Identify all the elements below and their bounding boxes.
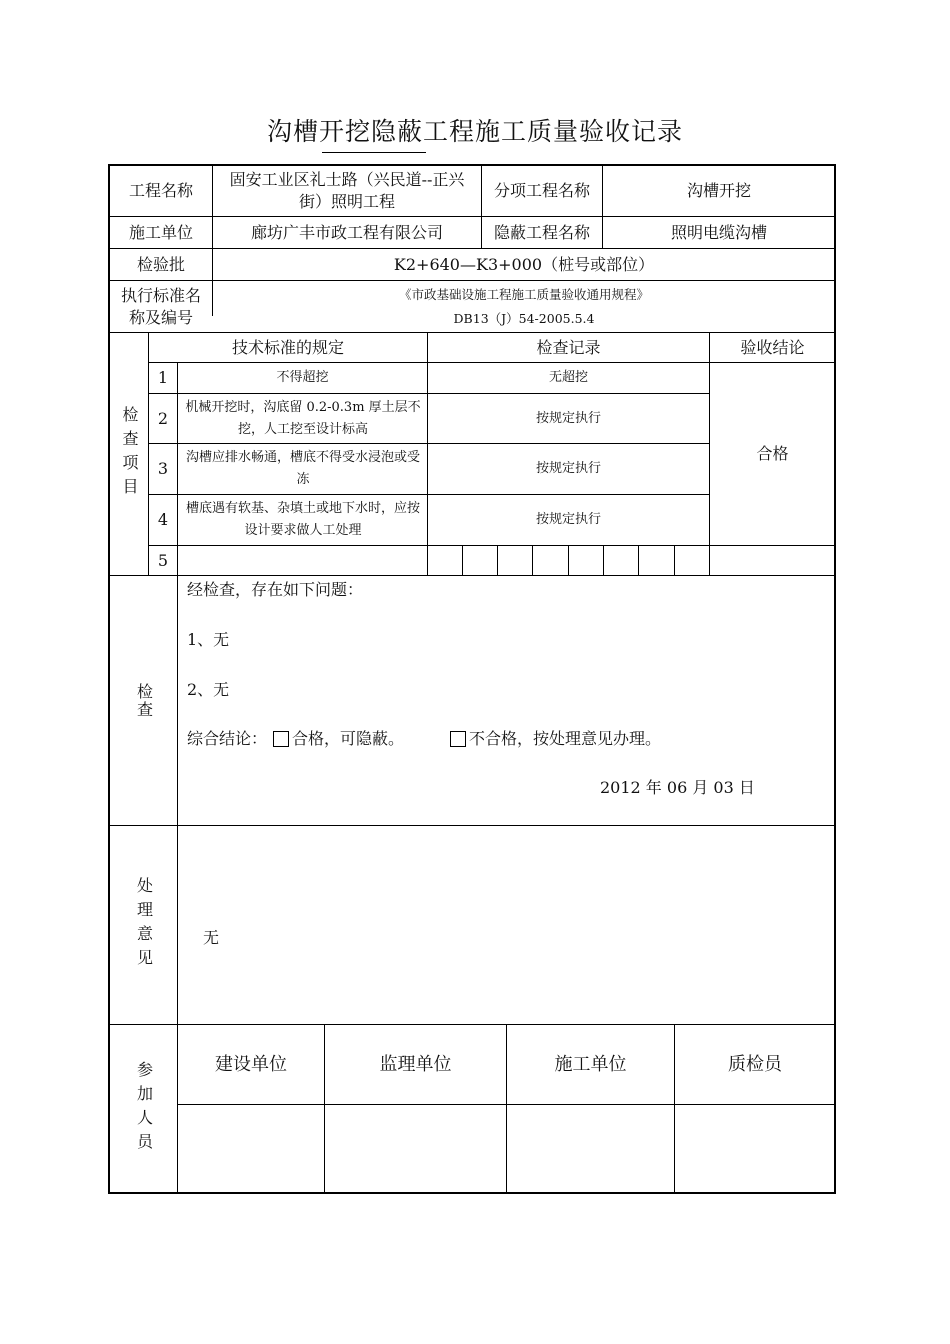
option-fail-label: 不合格，按处理意见办理。 bbox=[469, 729, 662, 748]
row-line bbox=[148, 545, 835, 546]
role-contractor: 施工单位 bbox=[554, 1053, 627, 1075]
col-line bbox=[638, 545, 639, 575]
role-supervisor: 监理单位 bbox=[379, 1053, 452, 1075]
option-pass-label: 合格，可隐蔽。 bbox=[292, 729, 405, 748]
inspection-side-label: 检查 bbox=[134, 682, 154, 719]
inspection-issue-1: 1、无 bbox=[187, 630, 230, 649]
item-standard: 槽底遇有软基、杂填土或地下水时，应按设计要求做人工处理 bbox=[185, 501, 420, 538]
sub-project-label: 分项工程名称 bbox=[493, 181, 590, 200]
project-name-label: 工程名称 bbox=[128, 181, 193, 200]
item-record: 无超挖 bbox=[548, 370, 588, 385]
item-no: 5 bbox=[157, 550, 169, 570]
standard-code: DB13（J）54-2005.5.4 bbox=[453, 311, 595, 326]
project-name-value: 固安工业区礼士路（兴民道--正兴街）照明工程 bbox=[229, 170, 465, 211]
col-line bbox=[462, 545, 463, 575]
item-standard: 机械开挖时，沟底留 0.2-0.3m 厚土层不挖，人工挖至设计标高 bbox=[185, 399, 421, 437]
acceptance-conclusion: 合格 bbox=[756, 444, 789, 463]
construction-unit-label: 施工单位 bbox=[128, 222, 193, 242]
hidden-work-label: 隐蔽工程名称 bbox=[493, 222, 590, 242]
item-record: 按规定执行 bbox=[535, 512, 601, 527]
col-header-record: 检查记录 bbox=[536, 337, 601, 357]
batch-value: K2+640—K3+000（桩号或部位） bbox=[393, 254, 655, 274]
items-side-label: 检查项目 bbox=[120, 406, 139, 502]
item-standard: 沟槽应排水畅通，槽底不得受水浸泡或受冻 bbox=[185, 450, 420, 487]
role-quality-inspector: 质检员 bbox=[728, 1053, 782, 1075]
checkbox-fail[interactable] bbox=[450, 731, 466, 747]
checkbox-pass[interactable] bbox=[273, 731, 289, 747]
row-line bbox=[109, 575, 835, 576]
handling-value: 无 bbox=[203, 928, 220, 947]
inspection-intro: 经检查，存在如下问题： bbox=[187, 580, 364, 599]
row-line bbox=[109, 280, 835, 281]
summary-label: 综合结论： bbox=[187, 729, 268, 748]
batch-label: 检验批 bbox=[136, 254, 185, 274]
sub-project-value: 沟槽开挖 bbox=[686, 181, 751, 200]
col-header-conclusion: 验收结论 bbox=[740, 337, 805, 357]
title-underline bbox=[322, 152, 426, 153]
item-no: 3 bbox=[157, 459, 169, 478]
hidden-work-value: 照明电缆沟槽 bbox=[670, 222, 767, 242]
item-no: 2 bbox=[157, 408, 169, 428]
role-construction-owner: 建设单位 bbox=[215, 1053, 287, 1075]
item-record: 按规定执行 bbox=[535, 410, 601, 426]
standard-name: 《市政基础设施工程施工质量验收通用规程》 bbox=[398, 287, 649, 302]
participants-side-label: 参加人员 bbox=[134, 1061, 154, 1157]
item-standard: 不得超挖 bbox=[276, 370, 329, 385]
col-line bbox=[177, 362, 178, 576]
item-no: 4 bbox=[157, 510, 169, 529]
handling-side-label: 处理意见 bbox=[134, 877, 154, 973]
row-line bbox=[109, 825, 835, 826]
inspection-issue-2: 2、无 bbox=[187, 680, 230, 699]
col-line bbox=[532, 545, 533, 575]
col-header-standard: 技术标准的规定 bbox=[231, 337, 344, 357]
item-no: 1 bbox=[157, 368, 169, 387]
col-line bbox=[568, 545, 569, 575]
construction-unit-value: 廊坊广丰市政工程有限公司 bbox=[250, 222, 443, 242]
item-record: 按规定执行 bbox=[535, 461, 601, 476]
inspection-date: 2012 年 06 月 03 日 bbox=[600, 778, 755, 797]
summary-line bbox=[187, 727, 827, 751]
col-line bbox=[674, 545, 675, 575]
col-line bbox=[603, 545, 604, 575]
col-line bbox=[497, 545, 498, 575]
document-title: 沟槽开挖隐蔽工程施工质量验收记录 bbox=[266, 117, 683, 146]
standard-label: 执行标准名称及编号 bbox=[120, 285, 201, 327]
